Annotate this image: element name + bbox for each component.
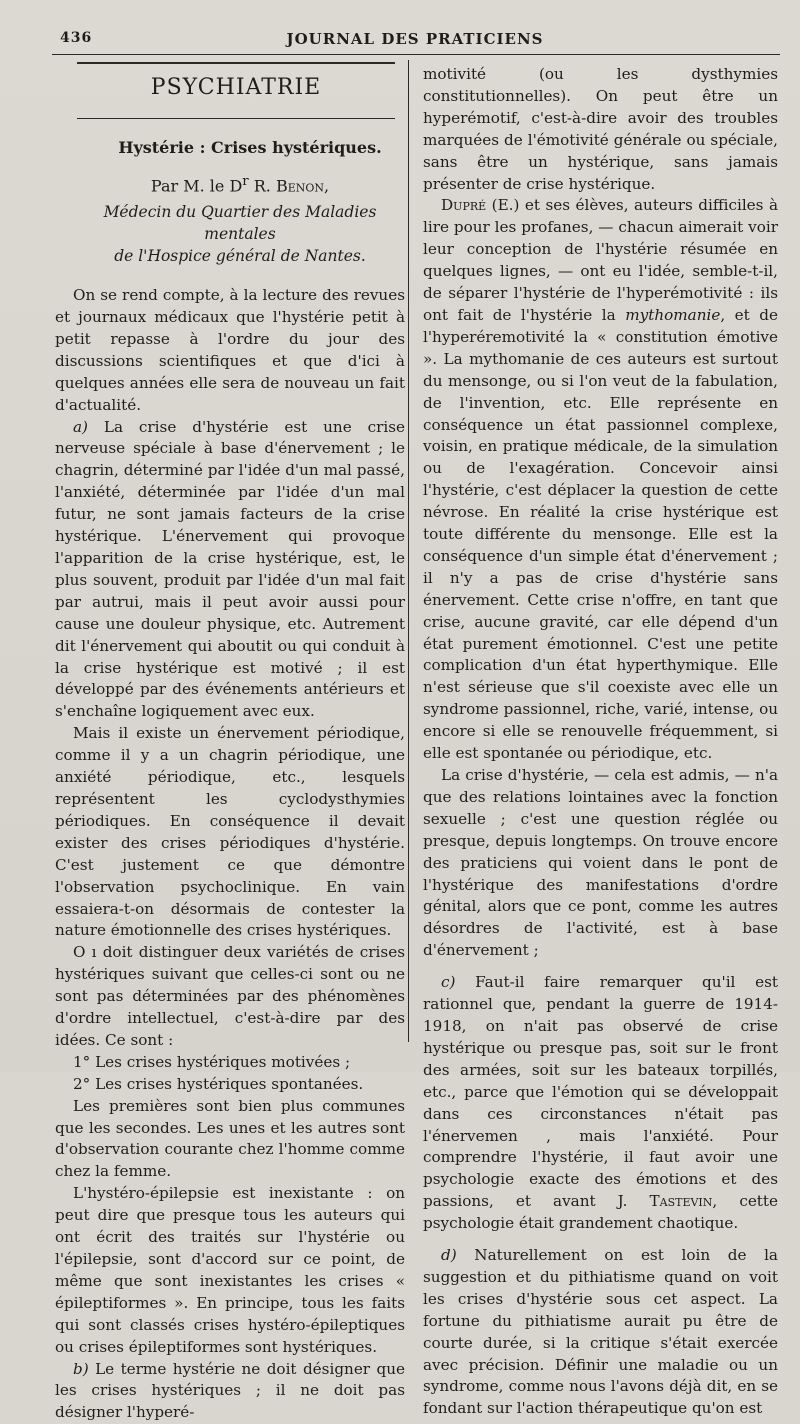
paragraph-label: b) (73, 1359, 89, 1378)
header-rule (52, 54, 780, 55)
paragraph-a (55, 417, 405, 724)
paragraph: motivité (ou les dysthymies constitutionnelles). On peut être un hyperémotif, c'est-à-dire avoir des troubles marquées de l'émotivité générale ou spéciale, sans être un hystérique, sans jamais présenter de crise hystérique. (423, 65, 778, 193)
paragraph-label: a) (73, 417, 88, 436)
paragraph-text: Le terme hystérie ne doit désigner que les crises hystériques ; il ne doit pas désigner l'hyperé- (55, 1359, 405, 1422)
byline (75, 171, 405, 197)
paragraph-text: La crise d'hystérie est une crise nerveuse spéciale à base d'énervement ; le chagrin, déterminé par l'idée d'un mal passé, l'anxiété, déterminée par l'idée d'un mal futur, ne sont jamais facteurs de la crise hystérique. L'énervement qui provoque l'apparition de la crise hystérique, est, le plus souvent, produit par l'idée d'un mal fait par autrui, mais il peut avoir aussi pour cause une douleur physique, etc. Autrement dit l'énervement qui aboutit ou qui conduit à la crise hystérique est motivé ; il est développé par des événements antérieurs et s'enchaîne logiquement avec eux. (55, 417, 405, 721)
author-name-tastevin: Tastevin (649, 1192, 713, 1211)
emphasis-mythomanie: mythomanie (625, 305, 721, 324)
paragraph-text: , cette psychologie était grandement chaotique. (423, 1192, 779, 1233)
byline-sup: r (242, 173, 249, 189)
affiliation-line-1: Médecin du Quartier des Maladies mentales (103, 203, 377, 244)
right-column (423, 64, 778, 1420)
paragraph-b (55, 1359, 405, 1424)
list-item: 1° Les crises hystériques motivées ; (73, 1052, 351, 1071)
paragraph-text: Naturellement on est loin de la suggestion et du pithiatisme quand on voit les crises d'hystérie sous cet aspect. La fortune du pithiatisme aurait pu être de courte durée, si la critique s'était exercée avec précision. Définir une maladie ou un syndrome, comme nous l'avons déjà dit, en se fondant sur l'action thérapeutique qu'on est (423, 1246, 778, 1418)
column-divider (408, 60, 409, 1042)
paragraph: Les premières sont bien plus communes que les secondes. Les unes et les autres sont d'observation courante chez l'homme comme chez la femme. (55, 1096, 405, 1181)
paragraph-d (423, 1245, 778, 1420)
author-name-dupre: Dupré (441, 196, 487, 215)
left-column (55, 62, 405, 1424)
list-item: 2° Les crises hystériques spontanées. (73, 1074, 364, 1093)
paragraph: L'hystéro-épilepsie est inexistante : on peut dire que presque tous les auteurs qui ont écrit des traités sur l'hystérie ou l'épilepsie, sont d'accord sur ce point, de même que sont inexistantes les crises « épileptiformes ». En principe, tous les faits qui sont classés crises hystéro-épileptiques ou crises épileptiformes sont hystériques. (55, 1184, 405, 1356)
paragraph: On se rend compte, à la lecture des revues et journaux médicaux que l'hystérie petit à petit repasse à l'ordre du jour des discussions scientifiques et que d'ici à quelques années elle sera de nouveau un fait d'actualité. (55, 286, 405, 414)
author-name: R. Benon, (248, 176, 330, 196)
page-number: 436 (60, 30, 93, 46)
author-affiliation (75, 201, 405, 267)
paragraph-label: d) (441, 1246, 457, 1265)
section-heading-box (77, 62, 395, 119)
affiliation-line-2: de l'Hospice général de Nantes. (114, 247, 366, 266)
section-title: PSYCHIATRIE (150, 75, 322, 100)
paragraph-label: c) (441, 973, 456, 992)
running-head (60, 30, 770, 52)
paragraph-text: Faut-il faire remarquer qu'il est rationnel que, pendant la guerre de 1914-1918, on n'ait pas observé de crise hystérique ou presque pas, soit sur le front des armées, soit sur les bateaux torpillés, etc., parce que l'émotion qui se développait dans ces circonstances n'était pas l'énervemen , mais l'anxiété. Pour comprendre l'hystérie, il faut avoir une psychologie exacte des émotions et des passions, et avant J. (423, 973, 778, 1211)
byline-prefix: Par M. le D (150, 176, 243, 196)
paragraph-text: (E.) et ses élèves, auteurs difficiles à lire pour les profanes, — chacun aimerait voir leur conception de l'hystérie résumée en quelques lignes, — ont eu l'idée, semble-t-il, de séparer l'hystérie de l'hyperémotivité : ils ont fait de l'hystérie la (423, 196, 778, 324)
paragraph: Mais il existe un énervement périodique, comme il y a un chagrin périodique, une anxiété périodique, etc., lesquels représentent les cyclodysthymies périodiques. En conséquence il devait exister des crises périodiques d'hystérie. C'est justement ce que démontre l'observation psychoclinique. En vain essaiera-t-on désormais de contester la nature émotionnelle des crises hystériques. (55, 724, 405, 940)
paragraph: La crise d'hystérie, — cela est admis, — n'a que des relations lointaines avec la fonction sexuelle ; c'est une question réglée ou presque, depuis longtemps. On trouve encore des praticiens qui voient dans le pont de l'hystérique des manifestations d'ordre génital, alors que ce pont, comme les autres désordres de l'activité, est à base d'énervement ; (423, 766, 778, 960)
paragraph-dupre (423, 195, 778, 765)
article-title: Hystérie : Crises hystériques. (118, 138, 382, 157)
paragraph-text: , et de l'hyperéremotivité la « constitution émotive ». La mythomanie de ces auteurs est surtout du mensonge, ou si l'on veut de la fabulation, de l'invention, etc. Elle représente en conséquence un état passionnel complexe, voisin, en pratique médicale, de la simulation ou de l'exagération. Concevoir ainsi l'hystérie, c'est déplacer la question de cette névrose. En réalité la crise hystérique est toute différente du mensonge. Elle est la conséquence d'un simple état d'énervement ; il n'y a pas de crise d'hystérie sans énervement. Cette crise n'offre, en tant que crise, aucune gravité, car elle dépend d'un état purement émotionnel. C'est une petite complication d'un état hyperthymique. Elle n'est sérieuse que s'il coexiste avec elle un syndrome passionnel, riche, varié, intense, ou encore si elle se renouvelle fréquemment, si elle est spontanée ou périodique, etc. (423, 305, 778, 763)
journal-title: JOURNAL DES PRATICIENS (286, 30, 544, 48)
paragraph-c (423, 972, 778, 1235)
paragraph: O ı doit distinguer deux variétés de crises hystériques suivant que celles-ci sont ou ne sont pas déterminées par des phénomènes d'ordre intellectuel, c'est-à-dire par des idées. Ce sont : (55, 943, 405, 1049)
